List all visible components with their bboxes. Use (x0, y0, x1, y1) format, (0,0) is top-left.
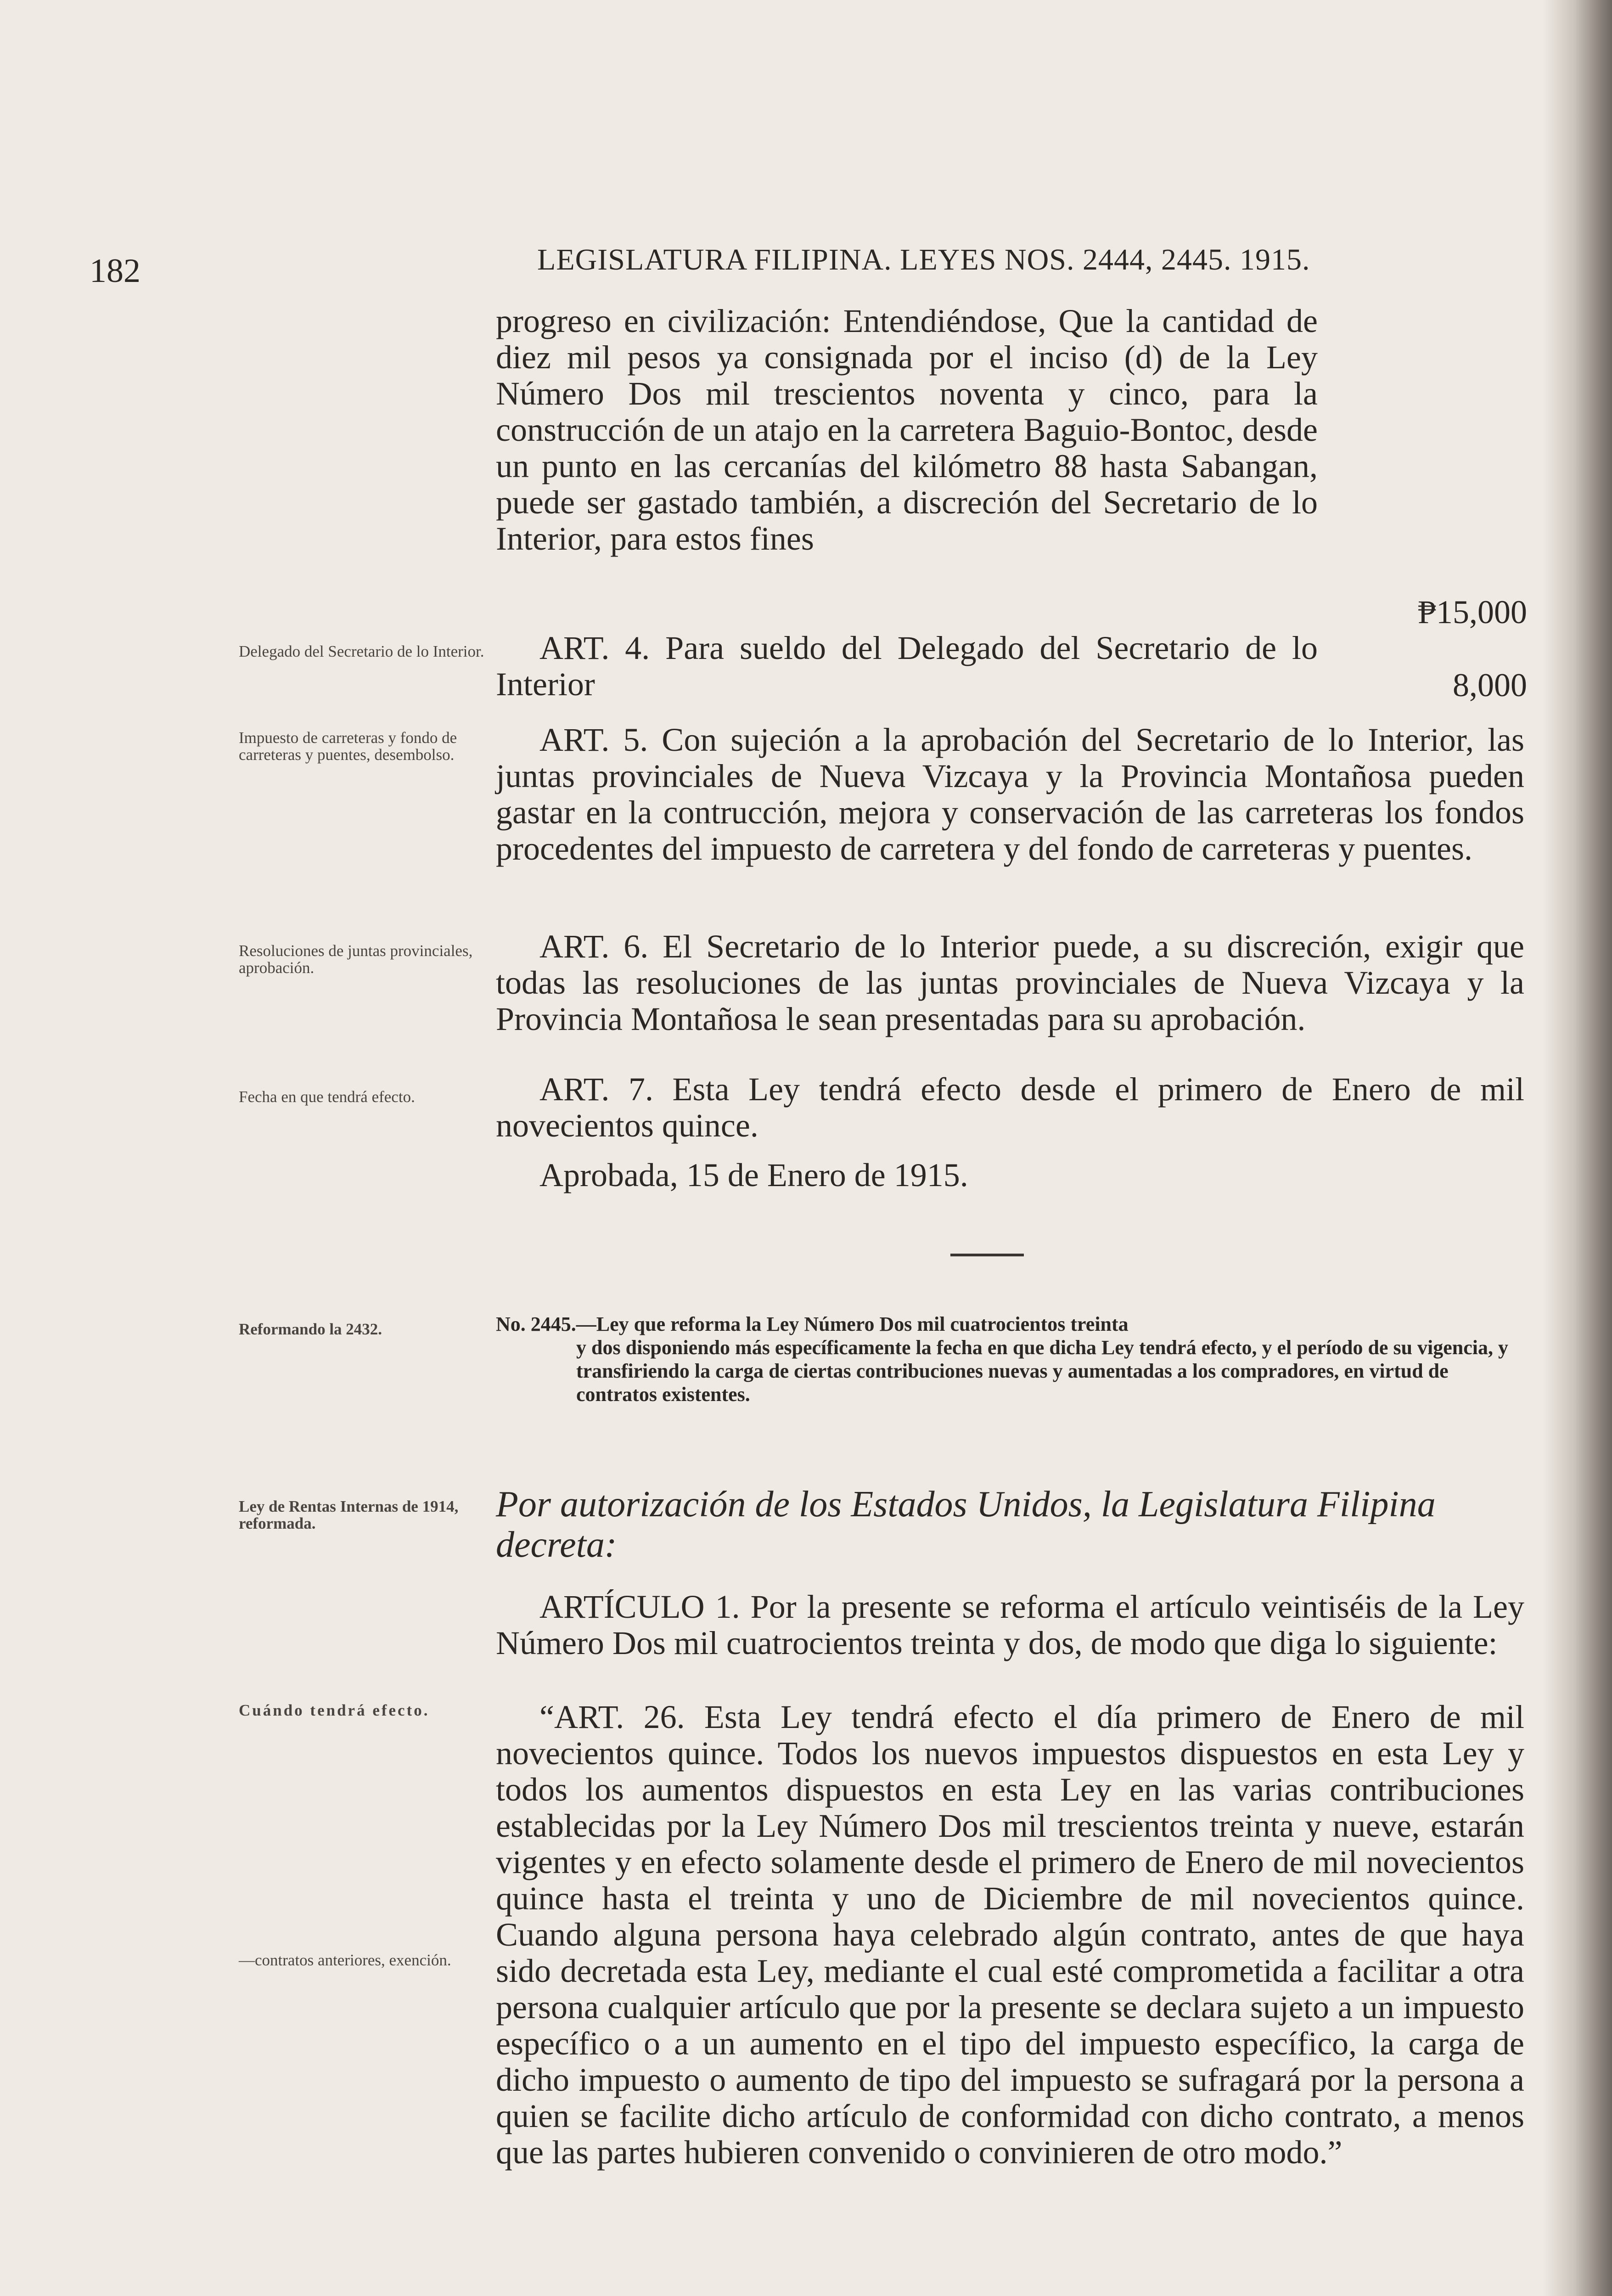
section-divider (950, 1254, 1024, 1256)
art1-text (496, 1589, 1524, 1661)
approved-2444: Aprobada, 15 de Enero de 1915. (539, 1157, 968, 1193)
running-head: LEGISLATURA FILIPINA. LEYES NOS. 2444, 2445. 1915. (537, 243, 1310, 276)
margin-note-impuesto: Impuesto de carreteras y fondo de carreteras y puentes, desembolso. (239, 729, 457, 764)
margin-note-fecha-1: Fecha en que tendrá efecto. (239, 1088, 415, 1106)
art6-paragraph: ART. 6. El Secretario de lo Interior puede, a su discreción, exigir que todas las resoluciones de las juntas provinciales de Nueva Vizcaya y la Provincia Montañosa le sean presentadas para su aprobación. (496, 928, 1524, 1037)
margin-note-rentas: Ley de Rentas Internas de 1914, reformada. (239, 1497, 459, 1532)
art4-paragraph: ART. 4. Para sueldo del Delegado del Secretario de lo Interior (496, 630, 1318, 703)
continuation-amount: ₱15,000 (1417, 594, 1527, 630)
margin-note-reformando: Reformando la 2432. (239, 1320, 382, 1338)
enacting-clause: Por autorización de los Estados Unidos, la Legislatura Filipina decreta: (496, 1484, 1436, 1565)
margin-note-resoluciones: Resoluciones de juntas provinciales, aprobación. (239, 942, 473, 977)
art6-text (496, 929, 1524, 1037)
margin-note-contratos: —contratos anteriores, exención. (239, 1951, 451, 1969)
law-2445-title (496, 1312, 1524, 1406)
art5-text (496, 722, 1524, 867)
page-number: 182 (90, 252, 140, 290)
bill-title-rest: y dos disponiendo más específicamente la fecha en que dicha Ley tendrá efecto, y el período de su vigencia, y transfiriendo la carga de ciertas contribuciones nuevas y aumentadas a los compradores, en virtud de contratos existentes. (576, 1336, 1509, 1406)
law-2444-continuation (496, 303, 1318, 557)
bill-title-first-line: No. 2445.—Ley que reforma la Ley Número Dos mil cuatrocientos treinta (496, 1313, 1129, 1335)
art4-text (496, 630, 1318, 703)
page-edge-shadow (1543, 0, 1612, 2296)
art7-paragraph: ART. 7. Esta Ley tendrá efecto desde el primero de Enero de mil novecientos quince. (496, 1071, 1524, 1144)
art1-paragraph: ARTÍCULO 1. Por la presente se reforma el artículo veintiséis de la Ley Número Dos mil cuatrocientos treinta y dos, de modo que diga lo siguiente: (496, 1588, 1524, 1661)
margin-note-delegado: Delegado del Secretario de lo Interior. (239, 642, 484, 660)
art26-text (496, 1699, 1524, 2171)
continuation-paragraph: progreso en civilización: Entendiéndose, Que la cantidad de diez mil pesos ya consignada por el inciso (d) de la Ley Número Dos mil trescientos noventa y cinco, para la construcción de un atajo en la carretera Baguio-Bontoc, desde un punto en las cercanías del kilómetro 88 hasta Sabangan, puede ser gastado también, a discreción del Secretario de lo Interior, para estos fines (496, 303, 1318, 557)
margin-note-cuando: Cuándo tendrá efecto. (239, 1701, 430, 1719)
art5-paragraph: ART. 5. Con sujeción a la aprobación del Secretario de lo Interior, las juntas provinciales de Nueva Vizcaya y la Provincia Montañosa pueden gastar en la contrucción, mejora y conservación de las carreteras los fondos procedentes del impuesto de carretera y del fondo de carreteras y puentes. (496, 721, 1524, 867)
art26-paragraph: “ART. 26. Esta Ley tendrá efecto el día primero de Enero de mil novecientos quince. Todos los nuevos impuestos dispuestos en esta Ley y todos los aumentos dispuestos en esta Ley en las varias contribuciones establecidas por la Ley Número Dos mil trescientos treinta y nueve, estarán vigentes y en efecto solamente desde el primero de Enero de mil novecientos quince hasta el treinta y uno de Diciembre de mil novecientos quince. Cuando alguna persona haya celebrado algún contrato, antes de que haya sido decretada esta Ley, mediante el cual esté comprometida a facilitar a otra persona cualquier artículo que por la presente se declara sujeto a un impuesto específico o a un aumento en el tipo del impuesto específico, la carga de dicho impuesto o aumento de tipo del impuesto se sufragará por la persona a quien se facilite dicho artículo de conformidad con dicho contrato, a menos que las partes hubieren convenido o convinieren de otro modo.” (496, 1699, 1524, 2171)
art7-text (496, 1071, 1524, 1144)
art4-amount: 8,000 (1453, 667, 1527, 703)
